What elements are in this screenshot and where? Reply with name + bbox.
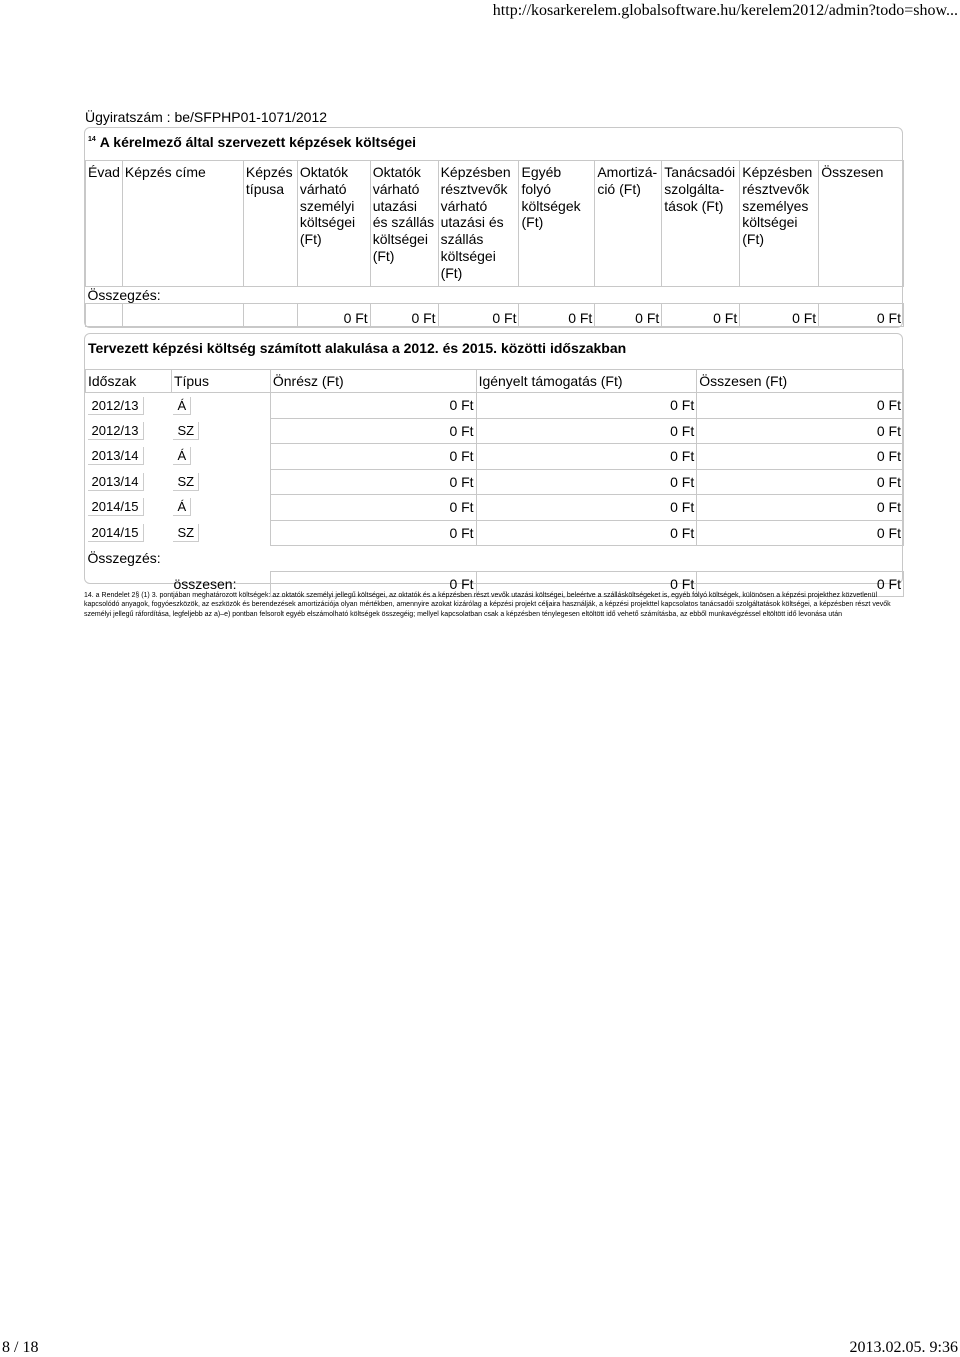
row-osszesen: 0 Ft (697, 469, 904, 495)
col-osszesen-ft: Összesen (Ft) (697, 370, 904, 393)
row-period (86, 444, 172, 470)
row-period (86, 469, 172, 495)
col-osszesen: Összesen (819, 161, 904, 287)
summary-value: 0 Ft (297, 304, 370, 327)
row-tamogatas: 0 Ft (476, 393, 697, 419)
costs-card (84, 127, 903, 328)
footnote-ref: 14 (88, 136, 96, 143)
row-osszesen: 0 Ft (697, 520, 904, 546)
row-osszesen: 0 Ft (697, 444, 904, 470)
table-row (86, 418, 904, 444)
summary-empty-cell (243, 304, 297, 327)
table-row (86, 393, 904, 419)
summary-value: 0 Ft (519, 304, 595, 327)
type-value: SZ (173, 422, 199, 440)
col-kepzes-cime: Képzés címe (122, 161, 243, 287)
row-osszesen: 0 Ft (697, 418, 904, 444)
type-value: SZ (173, 524, 199, 542)
costs-title (88, 134, 416, 150)
row-tamogatas: 0 Ft (476, 520, 697, 546)
period-value: 2013/14 (88, 447, 144, 465)
total-tamogatas: 0 Ft (476, 571, 697, 597)
summary-value: 0 Ft (370, 304, 438, 327)
row-onresz: 0 Ft (270, 444, 476, 470)
type-value: Á (173, 498, 191, 516)
table-row (86, 444, 904, 470)
row-period (86, 495, 172, 521)
col-kepzes-tipusa: Képzés típusa (243, 161, 297, 287)
row-period (86, 520, 172, 546)
row-type (171, 444, 270, 470)
row-type (171, 418, 270, 444)
planned-summary-label-row (86, 546, 904, 572)
col-egyeb-folyo: Egyéb folyó költségek (Ft) (519, 161, 595, 287)
type-value: Á (173, 397, 191, 415)
col-idoszak: Időszak (86, 370, 172, 393)
col-tipus: Típus (171, 370, 270, 393)
period-value: 2012/13 (88, 397, 144, 415)
page-number: 8 / 18 (2, 1339, 39, 1356)
planned-header-row (86, 370, 904, 393)
table-row (86, 520, 904, 546)
planned-costs-table (85, 369, 904, 597)
col-amortizacio: Amortizá- ció (Ft) (595, 161, 662, 287)
summary-value: 0 Ft (595, 304, 662, 327)
col-oktatok-utazasi: Oktatók várható utazási és szállás költségei (Ft) (370, 161, 438, 287)
costs-header-row (86, 161, 904, 287)
row-onresz: 0 Ft (270, 393, 476, 419)
row-onresz: 0 Ft (270, 469, 476, 495)
table-row (86, 495, 904, 521)
type-value: Á (173, 447, 191, 465)
row-period (86, 393, 172, 419)
costs-summary-row (86, 304, 904, 327)
table-row (86, 469, 904, 495)
case-number: Ügyiratszám : be/SFPHP01-1071/2012 (85, 109, 328, 125)
row-type (171, 495, 270, 521)
col-igenyelt-tamogatas: Igényelt támogatás (Ft) (476, 370, 697, 393)
costs-title-text: A kérelmező által szervezett képzések költségei (99, 134, 416, 150)
planned-summary-label: Összegzés: (87, 550, 161, 567)
row-onresz: 0 Ft (270, 520, 476, 546)
col-resztvevok-szemelyes: Képzésben résztvevők személyes költségei (Ft) (740, 161, 819, 287)
total-osszesen: 0 Ft (697, 571, 904, 597)
costs-summary-label: Összegzés: (87, 287, 161, 303)
page-url: http://kosarkerelem.globalsoftware.hu/kerelem2012/admin?todo=show... (492, 2, 958, 19)
row-onresz: 0 Ft (270, 495, 476, 521)
costs-table (85, 160, 904, 327)
print-datetime: 2013.02.05. 9:36 (849, 1339, 958, 1356)
summary-value: 0 Ft (438, 304, 519, 327)
summary-empty-cell (86, 304, 123, 327)
type-value: SZ (173, 473, 199, 491)
period-value: 2014/15 (88, 498, 144, 516)
col-onresz: Önrész (Ft) (270, 370, 476, 393)
period-value: 2012/13 (88, 422, 144, 440)
row-type (171, 393, 270, 419)
row-type (171, 520, 270, 546)
row-tamogatas: 0 Ft (476, 495, 697, 521)
footnote: 14. a Rendelet 2§ (1) 3. pontjában meghatározott költségek: az oktatók személyi jellegű költségei, az oktatók és a képzésben részt vevők utazási költségei, beleértve a szállásköltségeket is, egyéb folyó költségek, különösen a képzési projekthez közvetlenül kapcsolódó anyagok, fogyóeszközök, az eszközök és berendezések amortizációja olyan mértékben, amennyire azokat kizárólag a képzési projekt céljaira használják, a képzési projekttel kapcsolatos tanácsadói szolgáltatások költségei, a képzésben részt vevők személyi jellegű ráfordítása, legfeljebb az a)–e) pontban felsorolt egyéb elszámolható költségek összegéig; mellyel kapcsolatban csak a képzésben ténylegesen eltöltött idő vehető számításba, az ebből munkavégzéssel eltöltött idő levonása után (84, 592, 891, 618)
row-osszesen: 0 Ft (697, 393, 904, 419)
row-type (171, 469, 270, 495)
period-value: 2013/14 (88, 473, 144, 491)
row-tamogatas: 0 Ft (476, 444, 697, 470)
row-tamogatas: 0 Ft (476, 469, 697, 495)
costs-summary-label-row (86, 287, 904, 304)
planned-costs-title: Tervezett képzési költség számított alakulása a 2012. és 2015. közötti időszakban (88, 340, 627, 356)
row-tamogatas: 0 Ft (476, 418, 697, 444)
row-osszesen: 0 Ft (697, 495, 904, 521)
col-resztvevok-utazasi: Képzésben résztvevők várható utazási és szállás költségei (Ft) (438, 161, 519, 287)
summary-value: 0 Ft (662, 304, 740, 327)
period-value: 2014/15 (88, 524, 144, 542)
planned-costs-card (84, 333, 903, 592)
col-evad: Évad (86, 161, 123, 287)
col-oktatok-szemelyi: Oktatók várható személyi költségei (Ft) (297, 161, 370, 287)
summary-empty-cell (122, 304, 243, 327)
summary-value: 0 Ft (740, 304, 819, 327)
summary-value: 0 Ft (819, 304, 904, 327)
col-tanacsadoi: Tanácsadói szolgálta- tások (Ft) (662, 161, 740, 287)
row-period (86, 418, 172, 444)
total-onresz: 0 Ft (270, 571, 476, 597)
row-onresz: 0 Ft (270, 418, 476, 444)
total-label: összesen: (173, 575, 237, 592)
